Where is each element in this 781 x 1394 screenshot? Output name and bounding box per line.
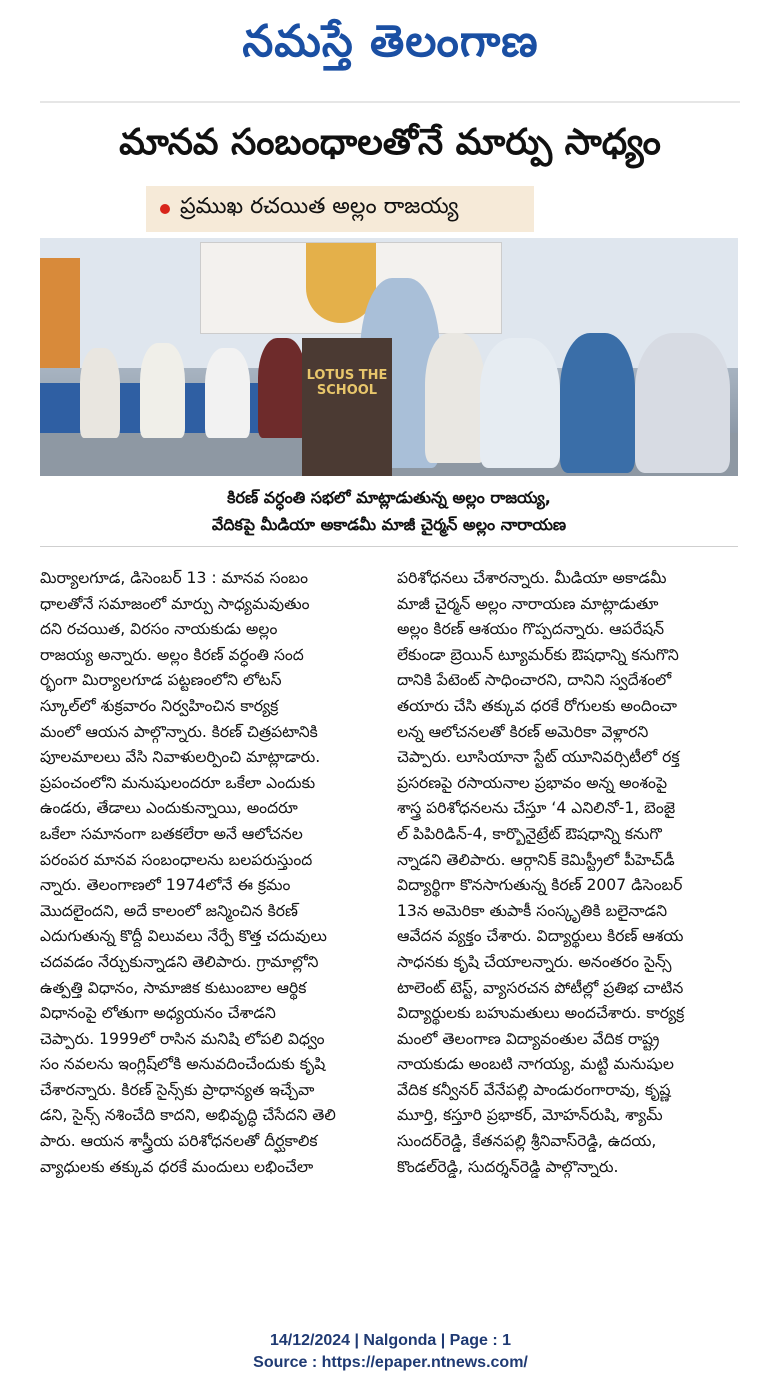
article-text-line: న్నాడని తెలిపారు. ఆర్గానిక్ కెమిస్ట్రీలో పీహెచ్‌డీ [397, 850, 675, 869]
podium [302, 338, 392, 476]
article-text-line: వ్యాధులకు తక్కువ ధరకే మందులు లభించేలా [40, 1157, 314, 1176]
footer-source: Source : https://epaper.ntnews.com/ [253, 1354, 528, 1371]
article-text-line: పూలమాలలు వేసి నివాళులర్పించి మాట్లాడారు. [40, 748, 321, 767]
article-subhead [146, 186, 534, 232]
article-text-line: నాయకుడు అంబటి నాగయ్య, మట్టి మనుషుల [397, 1055, 674, 1074]
article-text-line: సాధనకు కృషి చేయాలన్నారు. అనంతరం సైన్స్ [397, 952, 672, 971]
article-text-line: సుందర్‌రెడ్డి, కేతనపల్లి శ్రీనివాస్‌రెడ్డి, ఉదయ, [397, 1132, 657, 1151]
article-text-line: అల్లం కిరణ్ ఆశయం గొప్పదన్నారు. ఆపరేషన్ [397, 620, 665, 639]
article-text-line: కొండల్‌రెడ్డి, సుదర్శన్‌రెడ్డి పాల్గొన్నారు. [397, 1157, 619, 1176]
article-text-line: లన్న ఆలోచనలతో కిరణ్ అమెరికా వెళ్లారని [397, 722, 649, 741]
caption-line: కిరణ్ వర్ధంతి సభలో మాట్లాడుతున్న అల్లం రాజయ్య, [227, 488, 551, 507]
article-text-line: ఎదుగుతున్న కొద్దీ విలువలు నేర్పే కొత్త చదువులు [40, 927, 327, 946]
article-text-line: చేశారన్నారు. కిరణ్ సైన్స్‌కు ప్రాధాన్యత ఇచ్చేవా [40, 1080, 315, 1099]
article-text-line: ర్భంగా మిర్యాలగూడ పట్టణంలోని లోటస్ [40, 671, 282, 690]
article-text-line: మొదలైందని, అదే కాలంలో జన్మించిన కిరణ్ [40, 901, 298, 920]
article-text-line: ఒకేలా సమానంగా బతకలేరా అనే ఆలోచనల [40, 824, 303, 843]
article-text-line: మూర్తి, కస్తూరి ప్రభాకర్, మోహన్‌రుషి, శ్యామ్ [397, 1106, 663, 1125]
article-text-line: స్కూల్‌లో శుక్రవారం నిర్వహించిన కార్యక్ర [40, 696, 279, 715]
article-text-line: వేదిక కన్వీనర్ వేనేపల్లి పాండురంగారావు, కృష్ణ [397, 1080, 671, 1099]
article-text-line: విధానంపై లోతుగా అధ్యయనం చేశాడని [40, 1004, 276, 1023]
article-text-line: దని రచయిత, విరసం నాయకుడు అల్లం [40, 620, 278, 639]
article-text-line: 13న అమెరికా తుపాకీ సంస్కృతికి బలైనాడని [397, 901, 668, 920]
event-photo [40, 238, 738, 476]
subhead-text: ప్రముఖ రచయిత అల్లం రాజయ్య [180, 194, 459, 219]
article-text-line: డని, సైన్స్ నశించేది కాదని, అభివృద్ధి చేసేదని తెలి [40, 1106, 336, 1125]
article-text-line: ప్రసరణపై రసాయనాల ప్రభావం అన్న అంశంపై [397, 773, 668, 792]
photo-person [635, 333, 730, 473]
photo-person [140, 343, 185, 438]
article-text-line: విద్యార్థులకు బహుమతులు అందచేశారు. కార్యక్ర [397, 1004, 685, 1023]
article-text-line: ఉత్పత్తి విధానం, సామాజిక కుటుంబాల ఆర్థిక [40, 978, 307, 997]
photo-decoration [40, 258, 80, 368]
article-text-line: సం నవలను ఇంగ్లిష్‌లోకి అనువదించేందుకు కృషి [40, 1055, 326, 1074]
photo-person [425, 333, 485, 463]
article-headline: మానవ సంబంధాలతోనే మార్పు సాధ్యం [119, 122, 661, 163]
article-text-line: మంలో తెలంగాణ విద్యావంతుల వేదిక రాష్ట్ర [397, 1029, 660, 1048]
newspaper-masthead: నమస్తే తెలంగాణ [242, 16, 539, 67]
article-text-line: ఆవేదన వ్యక్తం చేశారు. విద్యార్థులు కిరణ్ ఆశయ [397, 927, 684, 946]
article-column-left [40, 566, 385, 1236]
footer-date-edition: 14/12/2024 | Nalgonda | Page : 1 [269, 1332, 512, 1349]
article-text-line: న్నారు. తెలంగాణలో 1974లోనే ఈ క్రమం [40, 876, 291, 895]
photo-person [205, 348, 250, 438]
article-text-line: ల్ పిపిరిడిన్-4, కార్బొనైట్రేట్ ఔషధాన్ని కనుగొ [397, 824, 662, 843]
article-text-line: మిర్యాలగూడ, డిసెంబర్ 13 : మానవ సంబం [40, 569, 309, 587]
article-text-line: ప్రపంచంలోని మనుషులందరూ ఒకేలా ఎందుకు [40, 773, 316, 792]
article-text-line: దానికి పేటెంట్ సాధించారని, దానిని స్వదేశంలో [397, 671, 672, 690]
article-text-line: ఉండరు, తేడాలు ఎందుకున్నాయి, అందరూ [40, 799, 298, 818]
caption-line: వేదికపై మీడియా అకాడమీ మాజీ చైర్మన్ అల్లం నారాయణ [211, 515, 567, 534]
article-text-line: శాస్త్ర పరిశోధనలను చేస్తూ ‘4 ఎనిలినో-1, బెంజై [397, 799, 676, 818]
photo-banner [200, 242, 502, 334]
bullet-icon [160, 204, 170, 214]
photo-caption [40, 484, 738, 542]
article-text-line: టాలెంట్ టెస్ట్, వ్యాసరచన పోటీల్లో ప్రతిభ చాటిన [397, 978, 684, 997]
article-text-line: తయారు చేసి తక్కువ ధరకే రోగులకు అందించా [397, 696, 677, 715]
article-text-line: లేకుండా బ్రెయిన్ ట్యూమర్‌కు ఔషధాన్ని కనుగొని [397, 645, 679, 664]
article-column-right [397, 566, 742, 1236]
article-text-line: చదవడం నేర్చుకున్నాడని తెలిపారు. గ్రామాల్లోని [40, 952, 319, 971]
article-text-line: మాజీ చైర్మన్ అల్లం నారాయణ మాట్లాడుతూ [397, 594, 659, 613]
article-text-line: పరిశోధనలు చేశారన్నారు. మీడియా అకాడమీ [397, 569, 667, 587]
masthead-divider [40, 101, 740, 103]
article-text-line: చెప్పారు. లూసియానా స్టేట్ యూనివర్సిటీలో రక్త [397, 748, 680, 767]
article-text-line: చెప్పారు. 1999లో రాసిన మనిషి లోపలి విధ్వం [40, 1029, 325, 1048]
article-text-line: విద్యార్థిగా కొనసాగుతున్న కిరణ్ 2007 డిసెంబర్ [397, 876, 683, 895]
photo-person [258, 338, 306, 438]
article-text-line: పరంపర మానవ సంబంధాలను బలపరుస్తుంద [40, 850, 313, 869]
caption-divider [40, 546, 738, 547]
article-text-line: రాజయ్య అన్నారు. అల్లం కిరణ్ వర్ధంతి సంద [40, 645, 304, 664]
photo-person [560, 333, 635, 473]
page-footer [0, 1330, 781, 1380]
photo-person [480, 338, 560, 468]
article-text-line: మంలో ఆయన పాల్గొన్నారు. కిరణ్ చిత్రపటానికి [40, 722, 318, 741]
article-text-line: ధాలతోనే సమాజంలో మార్పు సాధ్యమవుతుం [40, 594, 310, 613]
article-text-line: పారు. ఆయన శాస్త్రీయ పరిశోధనలతో దీర్ఘకాలిక [40, 1132, 318, 1151]
podium-logo-text: LOTUS THE SCHOOL [306, 368, 388, 398]
photo-person [80, 348, 120, 438]
